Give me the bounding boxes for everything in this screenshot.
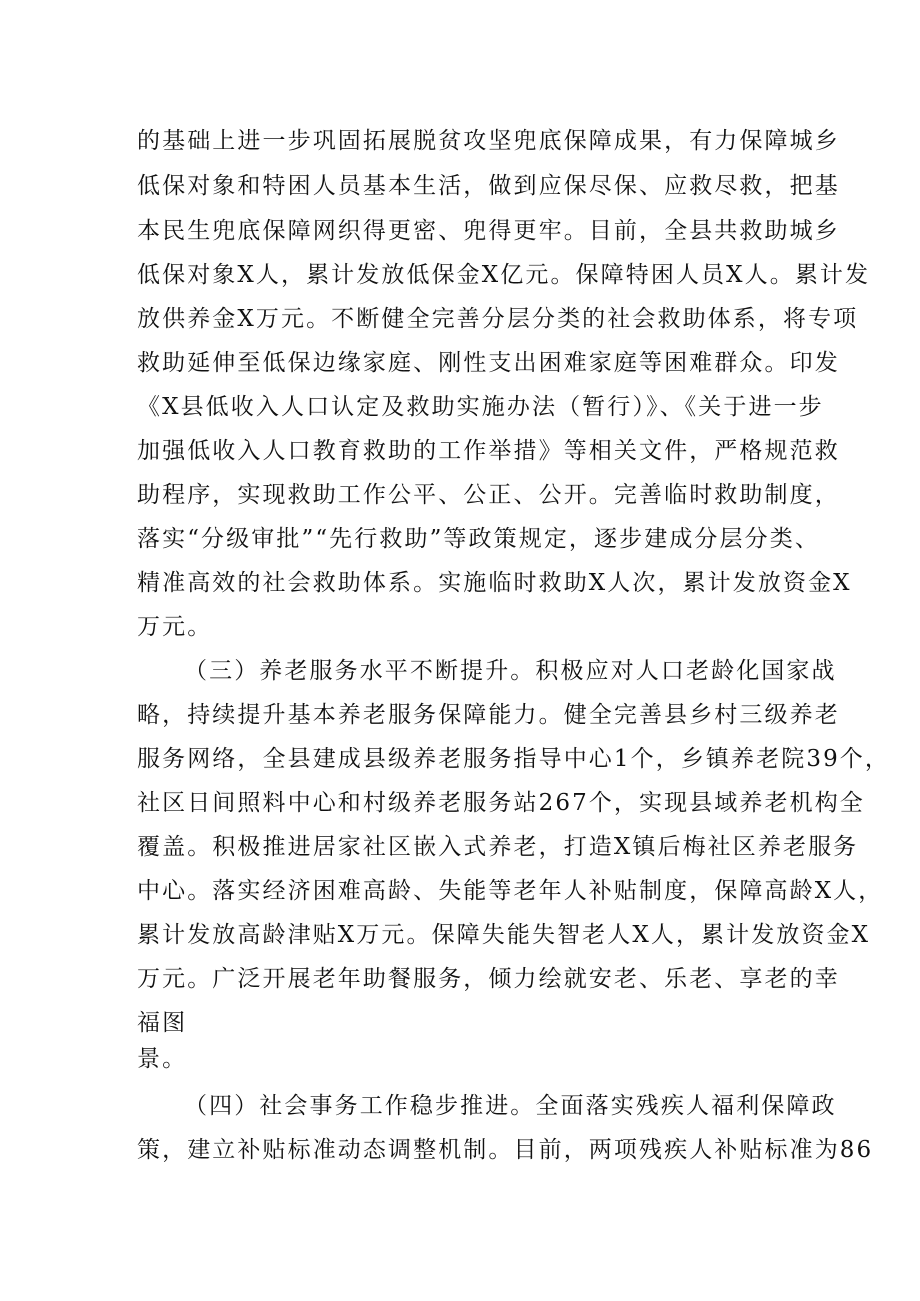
text-line-12: 万元。 [137, 614, 213, 640]
section-heading-4-line: （四）社会事务工作稳步推进。全面落实残疾人福利保障政 [184, 1093, 837, 1119]
text-line-10: 落实“分级审批”“先行救助”等政策规定，逐步建成分层分类、 [137, 526, 820, 552]
section-heading-3-line: （三）养老服务水平不断提升。积极应对人口老龄化国家战 [184, 658, 837, 684]
text-line-17: 覆盖。积极推进居家社区嵌入式养老，打造X镇后梅社区养老服务 [137, 834, 859, 860]
text-line-20: 万元。广泛开展老年助餐服务，倾力绘就安老、乐老、享老的幸 [137, 966, 840, 992]
text-line-11: 精准高效的社会救助体系。实施临时救助X人次，累计发放资金X [137, 570, 852, 596]
text-line-22: 景。 [137, 1046, 188, 1072]
text-line-4: 低保对象X人，累计发放低保金X亿元。保障特困人员X人。累计发 [137, 262, 871, 288]
text-line-16: 社区日间照料中心和村级养老服务站267个，实现县域养老机构全 [137, 790, 865, 816]
text-line-2: 低保对象和特困人员基本生活，做到应保尽保、应救尽救，把基 [137, 173, 840, 199]
text-line-19: 累计发放高龄津贴X万元。保障失能失智老人X人，累计发放资金X [137, 922, 871, 948]
text-line-6: 救助延伸至低保边缘家庭、刚性支出困难家庭等困难群众。印发 [137, 350, 840, 376]
text-line-21: 福图 [137, 1010, 188, 1036]
text-line-5: 放供养金X万元。不断健全完善分层分类的社会救助体系，将专项 [137, 306, 859, 332]
text-line-15: 服务网络，全县建成县级养老服务指导中心1个，乡镇养老院39个， [137, 746, 890, 772]
text-line-24: 策，建立补贴标准动态调整机制。目前，两项残疾人补贴标准为86 [137, 1137, 874, 1163]
text-line-9: 助程序，实现救助工作公平、公正、公开。完善临时救助制度， [137, 482, 840, 508]
text-line-1: 的基础上进一步巩固拓展脱贫攻坚兜底保障成果，有力保障城乡 [137, 128, 840, 154]
text-line-8: 加强低收入人口教育救助的工作举措》等相关文件，严格规范救 [137, 438, 840, 464]
text-line-7: 《X县低收入人口认定及救助实施办法（暂行）》、《关于进一步 [137, 394, 824, 420]
text-line-3: 本民生兜底保障网织得更密、兜得更牢。目前，全县共救助城乡 [137, 218, 840, 244]
text-line-18: 中心。落实经济困难高龄、失能等老年人补贴制度，保障高龄X人， [137, 878, 884, 904]
text-line-14: 略，持续提升基本养老服务保障能力。健全完善县乡村三级养老 [137, 702, 840, 728]
